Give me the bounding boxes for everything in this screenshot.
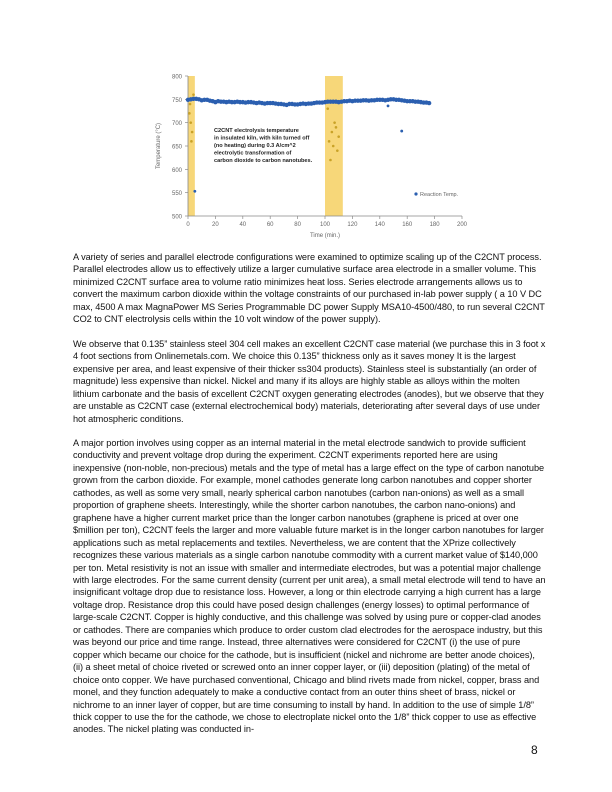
x-tick-label: 20 bbox=[212, 222, 219, 228]
band-sample-point bbox=[336, 149, 339, 152]
y-tick-label: 550 bbox=[171, 191, 182, 198]
paragraph-1: A variety of series and parallel electrode configurations were examined to optimize scaling up of the C2CNT process. Parallel electrodes allow us to effectively utilize a larger cumulative surface area electrode in a smaller volume. This minimized C2CNT surface area to volume ratio minimizes heat loss. Series electrode arrangements allows us to convert the maximum carbon dioxide within the voltage constraints of our purchased in-lab power supply ( a 10 V DC max, 4500 A max MagnaPower MS Series Programmable DC power Supply MSA10-4500/480, to run several C2CNT CO2 to CNT electrolysis cells within the 10 volt window of the power supply). bbox=[73, 252, 545, 325]
outlier-point bbox=[193, 190, 196, 193]
annotation-line: in insulated kiln, with kiln turned off bbox=[214, 135, 310, 142]
x-tick-label: 60 bbox=[266, 222, 274, 228]
y-tick-label: 650 bbox=[171, 144, 182, 151]
band-sample-point bbox=[190, 140, 193, 143]
band-sample-point bbox=[335, 126, 338, 129]
legend-label: Reaction Temp. bbox=[420, 192, 459, 198]
x-axis-label: Time (min.) bbox=[309, 233, 341, 239]
band-sample-point bbox=[337, 135, 340, 138]
x-tick-label: 40 bbox=[239, 222, 247, 228]
outlier-point bbox=[387, 104, 390, 107]
annotation-line: electrolytic transformation of bbox=[214, 150, 292, 157]
y-tick-label: 750 bbox=[171, 97, 182, 104]
x-tick-label: 80 bbox=[294, 222, 301, 228]
y-tick-label: 600 bbox=[171, 167, 182, 174]
legend-marker bbox=[414, 192, 417, 195]
annotation-line: carbon dioxide to carbon nanotubes. bbox=[214, 158, 313, 164]
band-sample-point bbox=[326, 107, 329, 110]
band-sample-point bbox=[333, 121, 336, 124]
outlier-point bbox=[400, 130, 403, 133]
band-sample-point bbox=[331, 131, 334, 134]
band-sample-point bbox=[191, 131, 194, 134]
band-sample-point bbox=[192, 93, 195, 96]
paragraph-2: We observe that 0.135” stainless steel 304 cell makes an excellent C2CNT case material (we purchase this in 3 foot x 4 foot sections from Onlinemetals.com. We choice this 0.135” thickness only as it saves money It is the largest expensive per area, and least expensive of their thicker ss304 products). Stainless steel is substantially (an order of magnitude) less expensive than nickel. Nickel and many if its alloys are highly stable as alloys within the molten lithium carbonate and the basis of excellent C2CNT oxygen generating electrodes (anodes), but we observe that they are unstable as C2CNT case (external electrochemical body) materials, deteriorating after several days of use under hot atmospheric conditions. bbox=[73, 339, 546, 424]
band-sample-point bbox=[329, 159, 332, 162]
page-number: 8 bbox=[531, 743, 538, 757]
x-tick-label: 0 bbox=[186, 222, 190, 228]
y-tick-label: 500 bbox=[171, 214, 182, 221]
temperature-chart bbox=[150, 66, 480, 246]
paragraph-3: A major portion involves using copper as an internal material in the metal electrode sandwich to provide sufficient conductivity and prevent voltage drop during the experiment. C2CNT experiments reported here are using inexpensive (non-noble, non-precious) metals and the type of metal has a large effect on the type of carbon nanotube grown from the carbon dioxide. For example, monel cathodes generate long carbon nanotubes and copper shorter cathodes, as well as some very small, nearly spherical carbon nanotubes (carbon nan-onions) as well as a small proportion of graphene sheets. Interestingly, while the shorter carbon nanotubes, the carbon nano-onions) and graphene have a higher current market price than the longer carbon nanotubes (graphene is priced at over one $million per ton), C2CNT feels the larger and more valuable future market is in the longer carbon nanotubes for larger applications such as metal replacements and textiles. Nevertheless, we are content that the XPrize collectively recognizes these various materials as a single carbon nanotube commodity with a current market value of $140,000 per ton. Metal resistivity is not an issue with smaller and intermediate electrodes, but was a potential major challenge with large electrodes. For the same current density (current per unit area), a small metal electrode will tend to have an insignificant voltage drop due to resistance loss. However, a long or thin electrode carrying a high current has a large voltage drop. Resistance drop this could have posed design challenges (energy losses) to optimal performance of large-scale C2CNT. Copper is highly conductive, and this challenge was solved by using pure or copper-clad anodes or cathodes. There are companies which produce to order custom clad electrodes for the aerospace industry, but this was beyond our price and time range. Instead, three alternatives were considered for C2CNT (i) the use of pure copper which became our choice for the cathode, but is insufficient (nickel and nichrome are better anode choices), (ii) a sheet metal of choice riveted or screwed onto an inner copper layer, or (iii) deposition (plating) of the metal of choice onto copper. We have purchased conventional, Chicago and blind rivets made from nickel, copper, brass and monel, and they function adequately to make a conductive contact from an outer thins sheet of brass, nickel or nichrome to an inner layer of copper, but are time consuming to install by hand. In addition to the use of simple 1/8” thick copper to use the for the cathode, we chose to electroplate nickel onto the 1/8” thick copper to use as effective anodes. The nickel plating was conducted in- bbox=[73, 438, 546, 735]
x-tick-label: 140 bbox=[374, 222, 385, 228]
band-sample-point bbox=[188, 112, 191, 115]
band-sample-point bbox=[332, 145, 335, 148]
x-tick-label: 100 bbox=[319, 222, 331, 228]
chart-svg bbox=[150, 66, 480, 246]
y-axis-label: Temperature (°C) bbox=[156, 122, 162, 170]
x-tick-label: 120 bbox=[347, 222, 358, 228]
x-tick-label: 180 bbox=[429, 222, 440, 228]
band-sample-point bbox=[189, 103, 192, 106]
y-tick-label: 800 bbox=[171, 74, 182, 81]
x-tick-label: 160 bbox=[402, 222, 413, 228]
band-sample-point bbox=[189, 121, 192, 124]
x-tick-label: 200 bbox=[456, 222, 468, 228]
annotation-line: (no heating) during 0.3 A/cm^2 bbox=[214, 143, 296, 149]
data-point bbox=[427, 101, 431, 105]
band-sample-point bbox=[328, 140, 331, 143]
annotation-line: C2CNT electrolysis temperature bbox=[214, 128, 299, 134]
y-tick-label: 700 bbox=[171, 121, 182, 128]
